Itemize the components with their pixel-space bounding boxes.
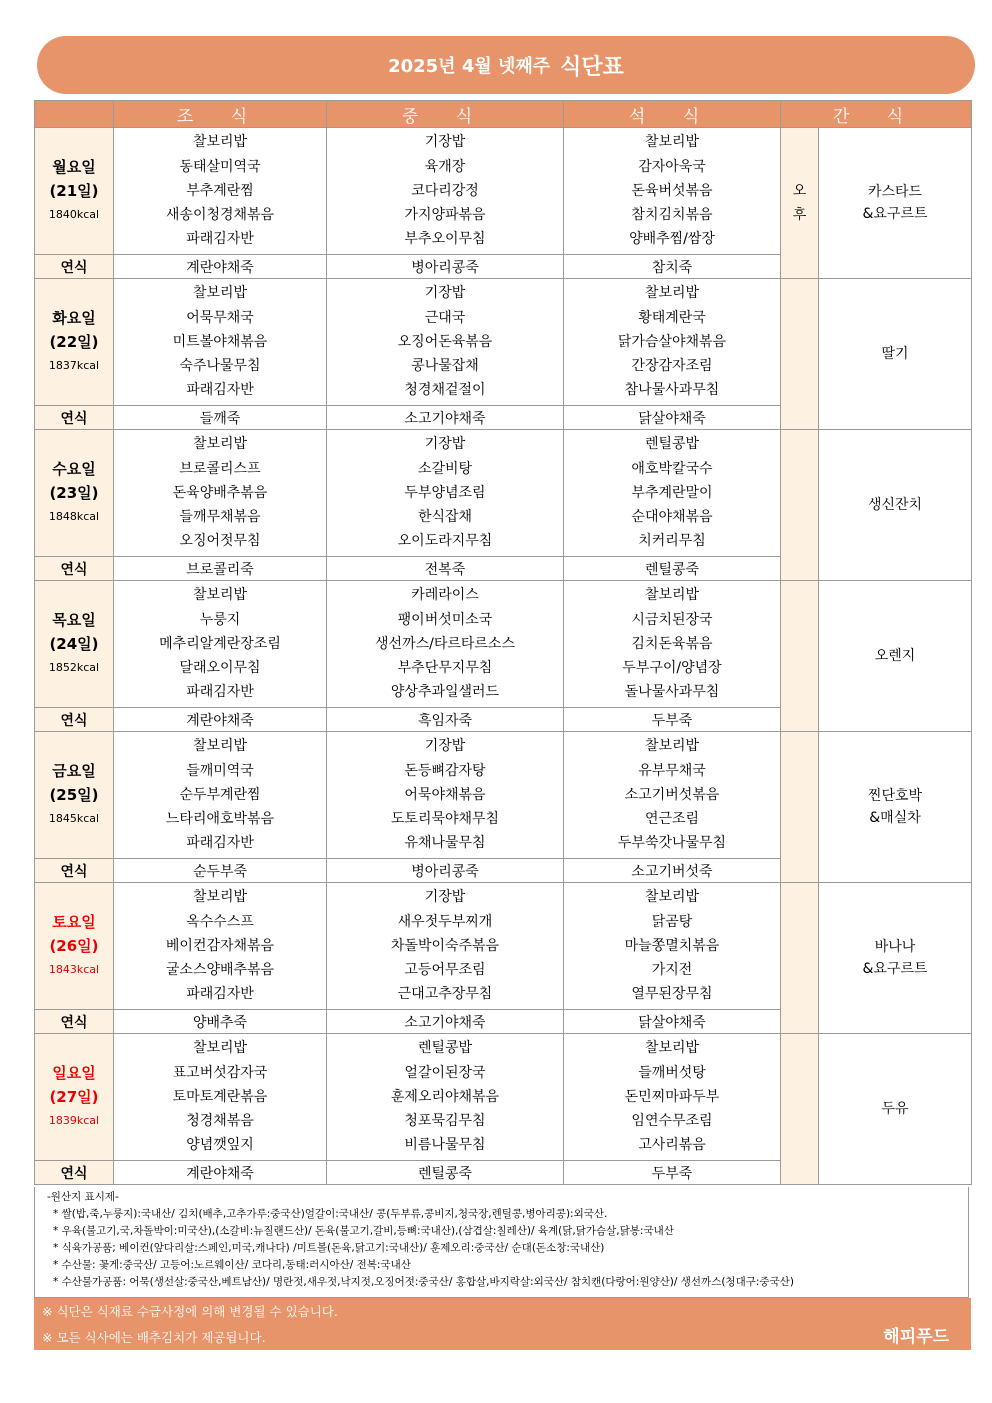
soft-meal-item: 두부죽 [564,1161,781,1185]
soft-meal-item: 전복죽 [327,557,564,581]
menu-item: 찰보리밥 [644,134,700,151]
menu-item: 황태계란국 [638,309,706,326]
menu-item: 가지전 [651,962,693,979]
soft-meal-item: 렌틸콩죽 [327,1161,564,1185]
header-breakfast: 조 식 [114,101,327,128]
footer-note-kimchi: ※ 모든 식사에는 배추김치가 제공됩니다. [42,1330,266,1345]
yeonsik-label: 연식 [35,1010,114,1034]
menu-item: 카레라이스 [411,587,479,604]
breakfast-menu-cell [114,581,327,708]
snack-time-cell [781,430,819,581]
day-label-cell [35,279,114,406]
menu-item: 파래김자반 [186,684,254,701]
header-lunch: 중 식 [327,101,564,128]
day-label-cell [35,732,114,859]
menu-item: 어묵야채볶음 [404,786,486,803]
lunch-menu-cell [327,128,564,255]
menu-item: 참나물사과무침 [624,382,720,399]
dinner-menu-cell [564,732,781,859]
day-date: (26일) [49,937,99,955]
menu-item: 파래김자반 [186,382,254,399]
yeonsik-label: 연식 [35,255,114,279]
menu-item: 감자아욱국 [638,158,706,175]
soft-meal-item: 렌틸콩죽 [564,557,781,581]
menu-item: 양배추찜/쌈장 [629,231,715,248]
menu-item: 들깨무채볶음 [179,509,261,526]
day-label-cell [35,430,114,557]
menu-item: 콩나물잡채 [411,358,479,375]
header-snack: 간 식 [781,101,972,128]
dinner-menu-cell [564,430,781,557]
menu-item: 베이컨감자채볶음 [165,937,275,954]
menu-item: 느타리애호박볶음 [165,811,275,828]
soft-meal-item: 들깨죽 [114,406,327,430]
menu-item: 근대국 [424,309,466,326]
menu-item: 기장밥 [424,436,466,453]
menu-item: 찰보리밥 [644,1040,700,1057]
day-label-cell [35,128,114,255]
day-row [35,279,972,406]
yeonsik-label: 연식 [35,859,114,883]
menu-item: 치커리무침 [638,533,706,550]
origin-line: * 우육(불고기,국,차돌박이:미국산),(소갈비:뉴질랜드산)/ 돈육(불고기,갈비,등뼈:국내산),(삼겹살:칠레산)/ 육계(닭,닭가슴살,닭봉:국내산 [53,1225,674,1237]
menu-item: 기장밥 [424,889,466,906]
menu-item: 참치김치볶음 [631,207,713,224]
breakfast-menu-cell [114,883,327,1010]
menu-item: 고사리볶음 [638,1137,706,1154]
lunch-menu-cell [327,732,564,859]
day-row [35,732,972,859]
yeonsik-label: 연식 [35,406,114,430]
menu-item: 김치돈육볶음 [631,635,713,652]
day-kcal: 1837kcal [48,359,100,372]
day-row [35,883,972,1010]
day-kcal: 1848kcal [48,510,100,523]
soft-meal-item: 참치죽 [564,255,781,279]
lunch-menu-cell [327,883,564,1010]
menu-item: 청경채볶음 [186,1113,254,1130]
breakfast-menu-cell [114,1034,327,1161]
snack-item: 딸기 [881,346,909,362]
dinner-menu-cell [564,883,781,1010]
soft-meal-item: 소고기야채죽 [327,406,564,430]
menu-item: 청포묵김무침 [404,1113,486,1130]
soft-meal-item: 닭살야채죽 [564,1010,781,1034]
menu-item: 두부구이/양념장 [622,660,722,677]
snack-cell [819,1034,972,1185]
menu-item: 근대고추장무침 [397,986,493,1003]
breakfast-menu-cell [114,430,327,557]
menu-item: 양념깻잎지 [186,1137,254,1154]
day-name: 일요일 [52,1064,96,1082]
soft-meal-item: 소고기야채죽 [327,1010,564,1034]
menu-item: 비름나물무침 [404,1137,486,1154]
menu-item: 두부쑥갓나물무침 [617,835,727,852]
footer-bar [34,1298,971,1350]
menu-item: 닭곰탕 [651,913,693,930]
menu-item: 연근조림 [644,811,700,828]
menu-item: 차돌박이숙주볶음 [390,937,500,954]
snack-time-cell [781,128,819,279]
menu-item: 돈민찌마파두부 [624,1088,720,1105]
menu-item: 브로콜리스프 [179,460,261,477]
menu-item: 돌나물사과무침 [624,684,720,701]
origin-line: * 식육가공품; 베이컨(앞다리살:스페인,미국,캐나다) /미트볼(돈육,닭고기:국내산)/ 훈제오리:중국산/ 순대(돈소창:국내산) [53,1242,605,1254]
day-row [35,581,972,708]
lunch-menu-cell [327,279,564,406]
menu-item: 마늘쫑멸치볶음 [624,937,720,954]
menu-item: 달래오이무침 [179,660,261,677]
menu-item: 유채나물무침 [404,835,486,852]
day-row [35,430,972,557]
day-kcal: 1840kcal [48,208,100,221]
day-date: (27일) [49,1088,99,1106]
menu-item: 새우젓두부찌개 [397,913,493,930]
menu-item: 들깨미역국 [186,762,254,779]
menu-item: 팽이버섯미소국 [397,611,493,628]
menu-item: 부추계란말이 [631,484,713,501]
day-date: (24일) [49,635,99,653]
menu-item: 부추오이무침 [404,231,486,248]
day-date: (25일) [49,786,99,804]
menu-item: 오징어돈육볶음 [397,333,493,350]
menu-item: 오이도라지무침 [397,533,493,550]
menu-item: 순대야채볶음 [631,509,713,526]
menu-item: 돈등뼈감자탕 [404,762,486,779]
menu-item: 오징어젓무침 [179,533,261,550]
origin-line: * 수산물가공품: 어묵(생선살:중국산,베트남산)/ 명란젓,새우젓,낙지젓,오징어젓:중국산/ 홍합살,바지락살:외국산/ 참치캔(다랑어:원양산)/ 생선까스(청대구:중국산) [53,1276,794,1288]
yeonsik-label: 연식 [35,557,114,581]
menu-item: 찰보리밥 [192,134,248,151]
menu-item: 유부무채국 [638,762,706,779]
menu-item: 임연수무조림 [631,1113,713,1130]
day-label-cell [35,581,114,708]
soft-meal-item: 브로콜리죽 [114,557,327,581]
dinner-menu-cell [564,1034,781,1161]
snack-item: 생신잔치 [867,497,923,513]
yeonsik-label: 연식 [35,1161,114,1185]
brand-name: 해피푸드 [883,1327,949,1347]
header-blank [35,101,114,128]
menu-item: 찰보리밥 [192,436,248,453]
lunch-menu-cell [327,430,564,557]
menu-item: 간장감자조림 [631,358,713,375]
soft-meal-item: 닭살야채죽 [564,406,781,430]
title-main: 2025년 4월 넷째주 [388,56,551,77]
menu-item: 찰보리밥 [192,587,248,604]
menu-item: 생선까스/타르타르소스 [375,635,515,652]
day-name: 수요일 [52,460,96,478]
menu-item: 찰보리밥 [192,738,248,755]
menu-item: 순두부계란찜 [179,786,261,803]
footer-note-change: ※ 식단은 식재료 수급사정에 의해 변경될 수 있습니다. [42,1304,338,1319]
menu-item: 찰보리밥 [192,285,248,302]
menu-item: 파래김자반 [186,835,254,852]
day-label-cell [35,1034,114,1161]
menu-item: 찰보리밥 [644,587,700,604]
soft-meal-item: 병아리콩죽 [327,859,564,883]
menu-item: 기장밥 [424,134,466,151]
menu-item: 부추단무지무침 [397,660,493,677]
origin-notes [34,1187,969,1298]
menu-item: 파래김자반 [186,986,254,1003]
menu-item: 시금치된장국 [631,611,713,628]
menu-item: 렌틸콩밥 [644,436,700,453]
menu-item: 기장밥 [424,738,466,755]
header-row [35,101,972,128]
day-name: 화요일 [52,309,96,327]
menu-item: 얼갈이된장국 [404,1064,486,1081]
menu-item: 누룽지 [199,611,241,628]
snack-time-cell [781,732,819,883]
menu-item: 한식잡채 [417,509,473,526]
menu-item: 메추리알계란장조림 [159,635,281,652]
menu-item: 렌틸콩밥 [417,1040,473,1057]
origin-line: * 쌀(밥,죽,누룽지):국내산/ 김치(배추,고추가루:중국산)얼갈이:국내산/ 콩(두부류,콩비지,청국장,렌틸콩,병아리콩):외국산. [53,1208,608,1220]
menu-item: 새송이청경채볶음 [165,207,275,224]
snack-item: &요구르트 [862,961,928,977]
soft-meal-item: 병아리콩죽 [327,255,564,279]
origin-heading: -원산지 표시제- [47,1191,119,1203]
snack-time-cell [781,279,819,430]
menu-item: 숙주나물무침 [179,358,261,375]
menu-item: 양상추과일샐러드 [390,684,500,701]
menu-item: 찰보리밥 [644,285,700,302]
snack-cell [819,430,972,581]
snack-item: &매실차 [869,810,921,826]
menu-item: 두부양념조림 [404,484,486,501]
menu-item: 육개장 [424,158,466,175]
menu-item: 부추계란찜 [186,182,254,199]
breakfast-menu-cell [114,732,327,859]
menu-item: 찰보리밥 [644,738,700,755]
snack-cell [819,883,972,1034]
day-name: 목요일 [52,611,96,629]
lunch-menu-cell [327,1034,564,1161]
soft-meal-item: 계란야채죽 [114,1161,327,1185]
breakfast-menu-cell [114,128,327,255]
menu-item: 기장밥 [424,285,466,302]
menu-item: 돈육양배추볶음 [172,484,268,501]
menu-item: 열무된장무침 [631,986,713,1003]
snack-item: 카스타드 [867,184,923,200]
snack-time-cell [781,883,819,1034]
title-banner [37,36,975,94]
snack-time-label: 후 [792,207,807,223]
yeonsik-label: 연식 [35,708,114,732]
menu-item: 고등어무조림 [404,962,486,979]
snack-cell [819,279,972,430]
day-name: 금요일 [52,762,96,780]
snack-cell [819,128,972,279]
snack-item: &요구르트 [862,206,928,222]
snack-cell [819,581,972,732]
soft-meal-item: 양배추죽 [114,1010,327,1034]
day-kcal: 1843kcal [48,963,100,976]
day-date: (23일) [49,484,99,502]
menu-item: 도토리묵야채무침 [390,811,500,828]
menu-item: 훈제오리야채볶음 [390,1088,500,1105]
menu-item: 어묵무채국 [186,309,254,326]
menu-item: 코다리강정 [411,182,479,199]
menu-item: 굴소스양배추볶음 [165,962,275,979]
soft-meal-item: 계란야채죽 [114,255,327,279]
day-kcal: 1839kcal [48,1114,100,1127]
snack-time-cell [781,1034,819,1185]
soft-meal-item: 순두부죽 [114,859,327,883]
soft-meal-item: 계란야채죽 [114,708,327,732]
breakfast-menu-cell [114,279,327,406]
menu-item: 옥수수스프 [186,913,254,930]
soft-meal-item: 소고기버섯죽 [564,859,781,883]
menu-item: 미트볼야채볶음 [172,333,268,350]
menu-table [34,100,972,1185]
menu-item: 소갈비탕 [417,460,473,477]
menu-item: 돈육버섯볶음 [631,182,713,199]
snack-item: 오렌지 [874,648,916,664]
day-row [35,128,972,255]
menu-item: 들깨버섯탕 [638,1064,706,1081]
dinner-menu-cell [564,128,781,255]
menu-item: 가지양파볶음 [404,207,486,224]
snack-time-label: 오 [792,183,807,199]
day-row [35,1034,972,1161]
day-kcal: 1852kcal [48,661,100,674]
day-date: (22일) [49,333,99,351]
menu-item: 소고기버섯볶음 [624,786,720,803]
dinner-menu-cell [564,279,781,406]
header-dinner: 석 식 [564,101,781,128]
menu-item: 동태살미역국 [179,158,261,175]
day-name: 월요일 [52,158,96,176]
origin-line: * 수산물: 꽃게:중국산/ 고등어:노르웨이산/ 코다리,동태:러시아산/ 전복:국내산 [53,1259,411,1271]
menu-item: 찰보리밥 [644,889,700,906]
lunch-menu-cell [327,581,564,708]
menu-item: 찰보리밥 [192,1040,248,1057]
snack-item: 바나나 [874,939,916,955]
day-kcal: 1845kcal [48,812,100,825]
day-name: 토요일 [52,913,96,931]
snack-item: 찐단호박 [867,788,923,804]
menu-item: 토마토계란볶음 [172,1088,268,1105]
day-label-cell [35,883,114,1010]
snack-cell [819,732,972,883]
snack-item: 두유 [881,1101,909,1117]
menu-item: 닭가슴살야채볶음 [617,333,727,350]
day-date: (21일) [49,182,99,200]
snack-time-cell [781,581,819,732]
menu-item: 애호박칼국수 [631,460,713,477]
menu-item: 청경채겉절이 [404,382,486,399]
soft-meal-item: 흑임자죽 [327,708,564,732]
menu-item: 표고버섯감자국 [172,1064,268,1081]
menu-item: 파래김자반 [186,231,254,248]
title-sub: 식단표 [560,54,624,80]
menu-item: 찰보리밥 [192,889,248,906]
soft-meal-item: 두부죽 [564,708,781,732]
dinner-menu-cell [564,581,781,708]
